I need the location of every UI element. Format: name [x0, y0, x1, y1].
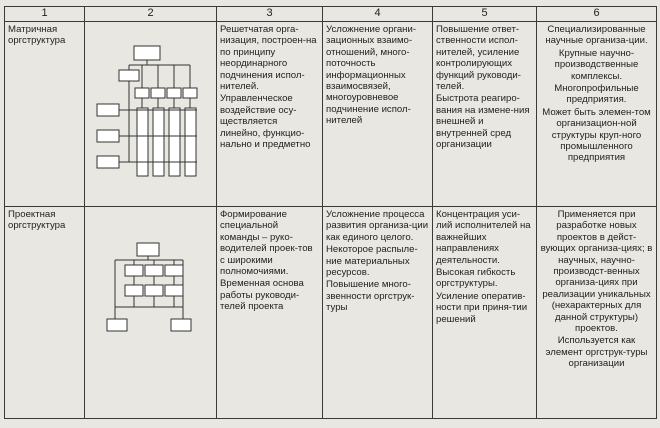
text-line: Усложнение процесса развития организа-ции как единого целого.	[326, 209, 429, 243]
text-line: Специализированные научные организа-ции.	[545, 24, 648, 47]
header-cell: 1	[5, 7, 85, 22]
row-name: Проектная оргструктура	[5, 207, 85, 419]
header-cell: 6	[537, 7, 657, 22]
matrix-diagram	[85, 22, 215, 206]
text-line: Решетчатая орга-низация, построен-на по принципу неординарного подчинения испол-нителей.	[220, 24, 317, 93]
header-cell: 3	[217, 7, 323, 22]
text-line: Усиление оператив-ности при приня-тии решений	[436, 290, 528, 325]
text-line: Повышение много-звенности оргструк-туры	[326, 279, 415, 314]
text-line: Крупные научно-производственные комплексы.	[554, 47, 639, 82]
header-cell: 2	[85, 7, 217, 22]
text-line: Многопрофильные предприятия.	[554, 83, 639, 106]
application-cell	[537, 22, 657, 207]
text-line: Концентрация уси-лий исполнителей на важнейших направлениях деятельности.	[436, 209, 531, 266]
advantages-cell	[433, 207, 537, 419]
text-line: Некоторое распыле-ние материальных ресурсов.	[326, 244, 418, 279]
text-line: Высокая гибкость оргструктуры.	[436, 267, 516, 290]
text-line: Усложнение органи-зационных взаимо-отношений, много-поточность информационных взаимосвязей, многоуровневое подчинение испол-нителей	[326, 24, 417, 127]
project-diagram-cell	[85, 207, 217, 419]
row-name: Матричная оргструктура	[5, 22, 85, 207]
table-row-project	[5, 207, 657, 419]
drawbacks-cell	[323, 207, 433, 419]
header-cell: 4	[323, 7, 433, 22]
text-line: Формирование специальной команды – руко-водителей проек-тов с широкими полномочиями.	[220, 209, 313, 278]
text-line: Используется как элемент оргструк-туры организации	[545, 335, 648, 370]
characteristic-cell	[217, 207, 323, 419]
drawbacks-cell	[323, 22, 433, 207]
comparison-table	[4, 6, 657, 419]
text-line: Может быть элемен-том организацион-ной структуры круп-ного промышленного предприятия	[542, 106, 651, 164]
project-diagram	[85, 207, 215, 417]
header-cell: 5	[433, 7, 537, 22]
text-line: Повышение ответ-ственности испол-нителей, усиление контролирующих функций руководи-телей.	[436, 24, 521, 93]
text-line: Быстрота реагиро-вания на измене-ния внешней и внутренней сред организации	[436, 93, 530, 151]
advantages-cell	[433, 22, 537, 207]
header-row	[5, 7, 657, 22]
matrix-diagram-cell	[85, 22, 217, 207]
text-line: Применяется при разработке новых проектов в дейст-вующих организа-циях; в научных, научно-производст-венных организа-циях при реализации уникальных (нехарактерных для данной структуры) проектов.	[540, 209, 653, 335]
application-cell	[537, 207, 657, 419]
characteristic-cell	[217, 22, 323, 207]
text-line: Управленческое воздействие осу-ществляется линейно, функцио-нально и предметно	[220, 93, 311, 151]
table-row-matrix	[5, 22, 657, 207]
text-line: Временная основа работы руководи-телей проекта	[220, 278, 304, 313]
comparison-table-sheet	[4, 6, 656, 422]
